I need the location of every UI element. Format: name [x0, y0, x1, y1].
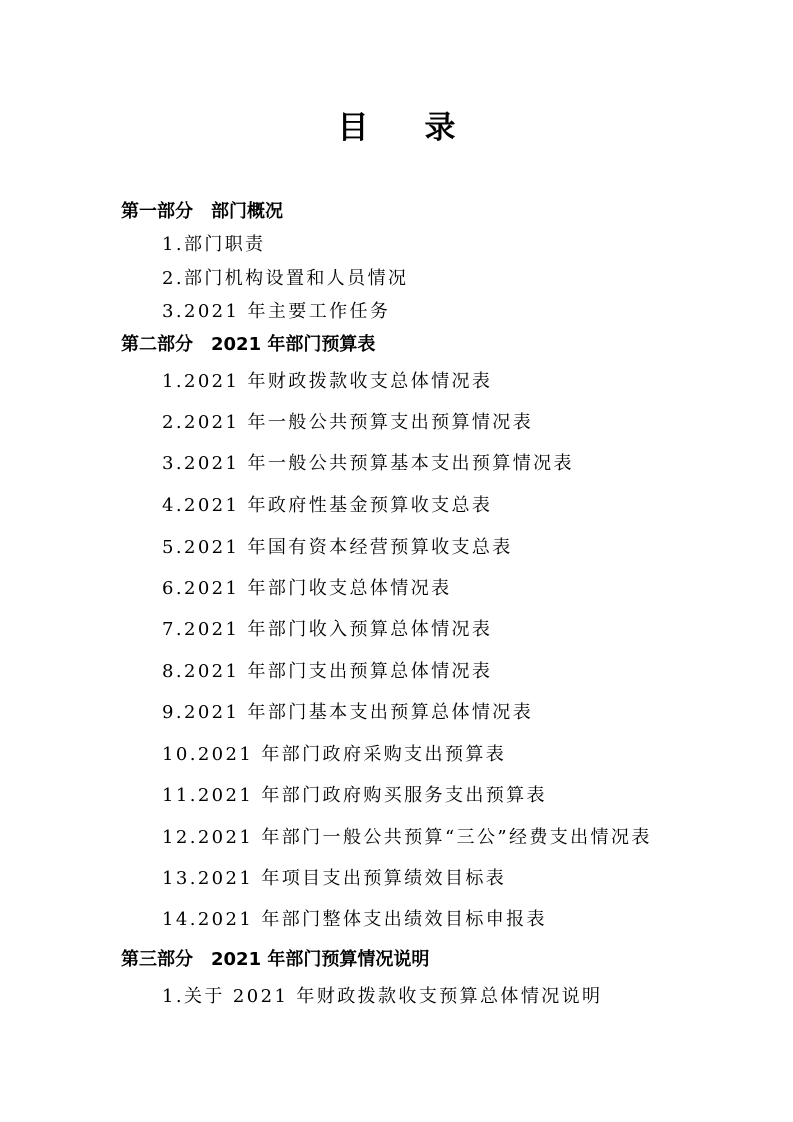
toc-section-2-heading[interactable]: 第二部分 2021 年部门预算表 [121, 334, 376, 355]
toc-item[interactable]: 6.2021 年部门收支总体情况表 [162, 578, 452, 599]
toc-item[interactable]: 3.2021 年一般公共预算基本支出预算情况表 [162, 453, 574, 474]
toc-item[interactable]: 1.关于 2021 年财政拨款收支预算总体情况说明 [162, 986, 603, 1007]
toc-item[interactable]: 3.2021 年主要工作任务 [162, 301, 391, 322]
toc-item[interactable]: 10.2021 年部门政府采购支出预算表 [162, 744, 507, 765]
toc-section-3-heading[interactable]: 第三部分 2021 年部门预算情况说明 [121, 949, 430, 970]
toc-item[interactable]: 5.2021 年国有资本经营预算收支总表 [162, 537, 513, 558]
toc-item[interactable]: 11.2021 年部门政府购买服务支出预算表 [162, 785, 547, 806]
toc-item[interactable]: 2.2021 年一般公共预算支出预算情况表 [162, 412, 534, 433]
page-title: 目录 [337, 110, 512, 146]
toc-item[interactable]: 8.2021 年部门支出预算总体情况表 [162, 661, 493, 682]
toc-item[interactable]: 4.2021 年政府性基金预算收支总表 [162, 495, 493, 516]
toc-item[interactable]: 2.部门机构设置和人员情况 [162, 268, 409, 289]
toc-section-1-heading[interactable]: 第一部分 部门概况 [121, 201, 283, 222]
toc-item[interactable]: 7.2021 年部门收入预算总体情况表 [162, 619, 493, 640]
toc-item[interactable]: 13.2021 年项目支出预算绩效目标表 [162, 868, 507, 889]
toc-item[interactable]: 12.2021 年部门一般公共预算“三公”经费支出情况表 [162, 827, 652, 848]
toc-item[interactable]: 14.2021 年部门整体支出绩效目标申报表 [162, 909, 547, 930]
toc-item[interactable]: 1.2021 年财政拨款收支总体情况表 [162, 371, 493, 392]
toc-item[interactable]: 1.部门职责 [162, 234, 266, 255]
toc-item[interactable]: 9.2021 年部门基本支出预算总体情况表 [162, 702, 534, 723]
